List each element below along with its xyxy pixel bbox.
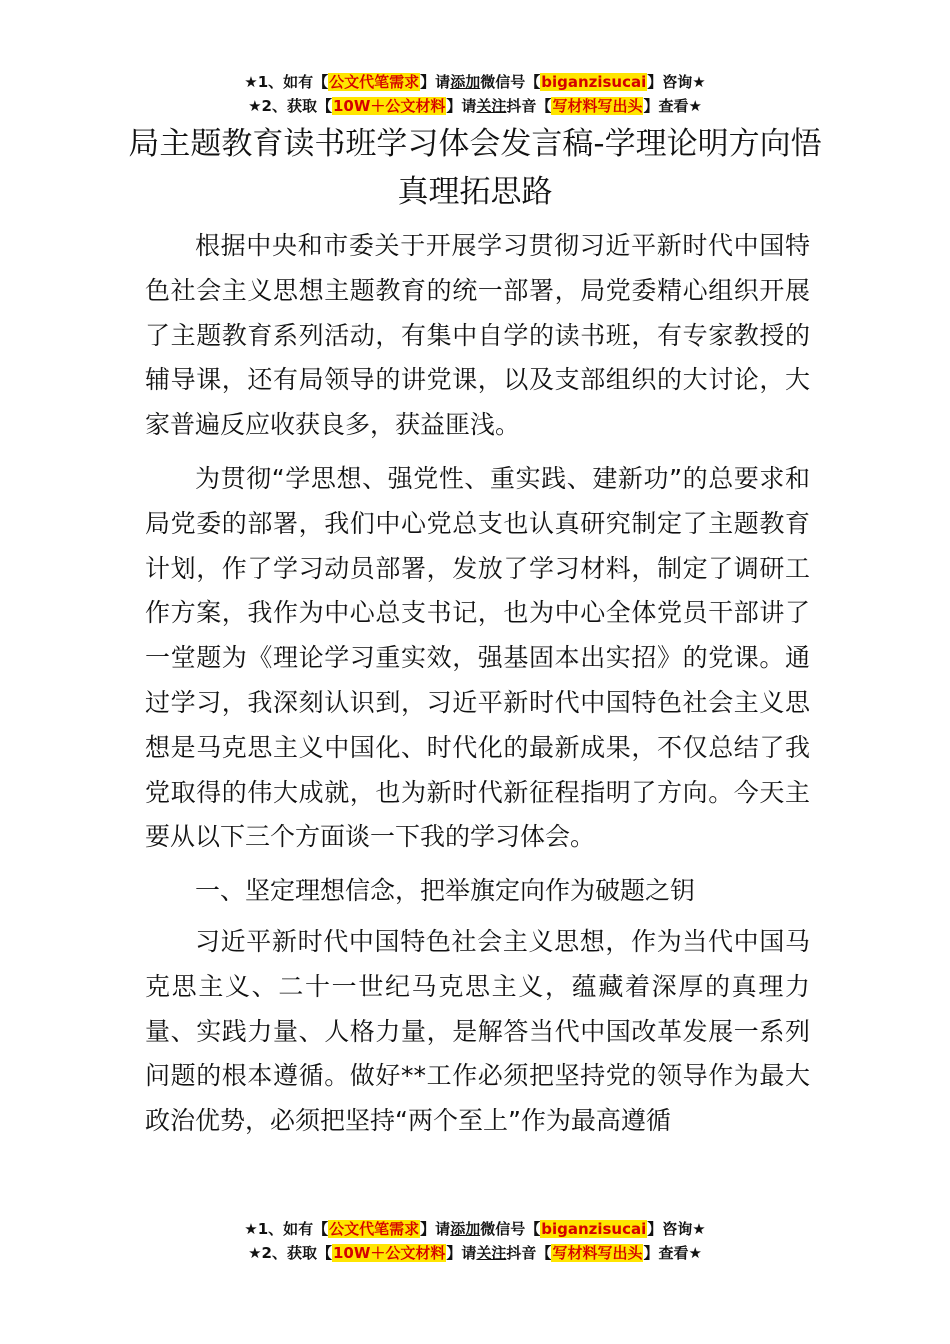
promo-text: ★2、获取【 xyxy=(248,97,332,115)
promo-highlight: 写材料写出头 xyxy=(552,97,643,115)
promo-line-2 xyxy=(0,94,950,118)
promo-text: 】咨询★ xyxy=(647,1220,706,1238)
promo-underline: 添加 xyxy=(450,1220,481,1238)
promo-underline: 关注 xyxy=(476,1244,507,1262)
promo-text: 微信号【 xyxy=(480,1220,541,1238)
document-body xyxy=(145,224,810,1153)
promo-text: 抖音【 xyxy=(506,97,552,115)
header-promo-banner xyxy=(0,70,950,118)
promo-highlight: biganzisucai xyxy=(541,1220,647,1238)
promo-text: ★1、如有【 xyxy=(244,73,329,91)
promo-text: ★1、如有【 xyxy=(244,1220,329,1238)
paragraph: 根据中央和市委关于开展学习贯彻习近平新时代中国特色社会主义思想主题教育的统一部署，局党委精心组织开展了主题教育系列活动，有集中自学的读书班，有专家教授的辅导课，还有局领导的讲党课，以及支部组织的大讨论，大家普遍反应收获良多，获益匪浅。 xyxy=(145,231,810,440)
promo-line-1 xyxy=(0,70,950,94)
promo-highlight: 公文代笔需求 xyxy=(329,1220,420,1238)
promo-text: 】请 xyxy=(420,1220,451,1238)
promo-highlight: 公文代笔需求 xyxy=(329,73,420,91)
section-heading: 一、坚定理想信念，把举旗定向作为破题之钥 xyxy=(195,876,696,906)
document-title: 局主题教育读书班学习体会发言稿-学理论明方向悟真理拓思路 xyxy=(128,126,822,210)
promo-text: 】请 xyxy=(446,1244,477,1262)
promo-underline: 添加 xyxy=(450,73,481,91)
promo-highlight: biganzisucai xyxy=(541,73,647,91)
promo-text: 】请 xyxy=(446,97,477,115)
paragraph: 为贯彻“学思想、强党性、重实践、建新功”的总要求和局党委的部署，我们中心党总支也认真研究制定了主题教育计划，作了学习动员部署，发放了学习材料，制定了调研工作方案，我作为中心总支书记，也为中心全体党员干部讲了一堂题为《理论学习重实效，强基固本出实招》的党课。通过学习，我深刻认识到，习近平新时代中国特色社会主义思想是马克思主义中国化、时代化的最新成果，不仅总结了我党取得的伟大成就，也为新时代新征程指明了方向。今天主要从以下三个方面谈一下我的学习体会。 xyxy=(145,463,810,852)
promo-text: 】咨询★ xyxy=(647,73,706,91)
paragraph: 习近平新时代中国特色社会主义思想，作为当代中国马克思主义、二十一世纪马克思主义，蕴藏着深厚的真理力量、实践力量、人格力量，是解答当代中国改革发展一系列问题的根本遵循。做好**工作必须把坚持党的领导作为最大政治优势，必须把坚持“两个至上”作为最高遵循 xyxy=(145,926,810,1136)
promo-text: 】查看★ xyxy=(643,97,702,115)
promo-highlight: 写材料写出头 xyxy=(552,1244,643,1262)
promo-text: 】请 xyxy=(420,73,451,91)
promo-underline: 关注 xyxy=(476,97,507,115)
promo-text: 微信号【 xyxy=(480,73,541,91)
promo-line-2 xyxy=(0,1241,950,1265)
promo-text: 抖音【 xyxy=(506,1244,552,1262)
promo-highlight: 10W＋公文材料 xyxy=(332,1244,446,1262)
promo-text: 】查看★ xyxy=(643,1244,702,1262)
promo-text: ★2、获取【 xyxy=(248,1244,332,1262)
promo-highlight: 10W＋公文材料 xyxy=(332,97,446,115)
promo-line-1 xyxy=(0,1217,950,1241)
footer-promo-banner xyxy=(0,1217,950,1265)
